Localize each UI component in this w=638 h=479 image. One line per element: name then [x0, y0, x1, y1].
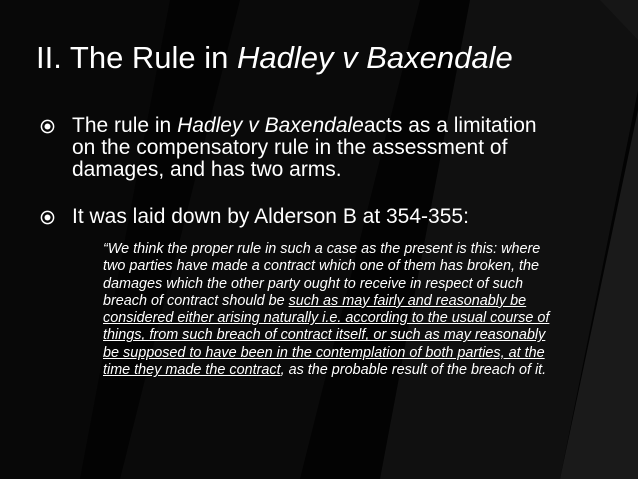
bullet-case-name: Hadley v Baxendale	[177, 114, 364, 137]
quote-outro: , as the probable result of the breach of it.	[280, 362, 547, 379]
bullet-text-post: acts as a limitation on the compensatory rule in the assessment of damages, and has two arms.	[72, 114, 537, 181]
bullet-text-pre: The rule in	[72, 114, 178, 137]
circle-dot-icon	[40, 119, 55, 134]
bullet-rule-limitation	[40, 115, 600, 205]
bullet-text	[72, 115, 542, 181]
quote-intro: “We think the proper rule in such a case as the present is this: where two parties have made a contract which one of them has broken, the damages which the other party ought to receive in respect of such breach of contract should be	[103, 241, 541, 309]
quote-underlined: such as may fairly and reasonably be considered either arising naturally i.e. according to the usual course of things, from such breach of contract itself, or such as may reasonably be supposed to have been in the contemplation of both parties, at the time they made the contract	[103, 292, 550, 379]
alderson-quote	[103, 241, 553, 379]
bullet-alderson	[40, 206, 600, 230]
title-prefix: II. The Rule in	[36, 40, 238, 75]
slide-title	[36, 38, 626, 78]
title-case-name: Hadley v Baxendale	[237, 40, 513, 75]
circle-dot-icon	[40, 210, 55, 225]
bullet-text: It was laid down by Alderson B at 354-355:	[72, 205, 469, 228]
